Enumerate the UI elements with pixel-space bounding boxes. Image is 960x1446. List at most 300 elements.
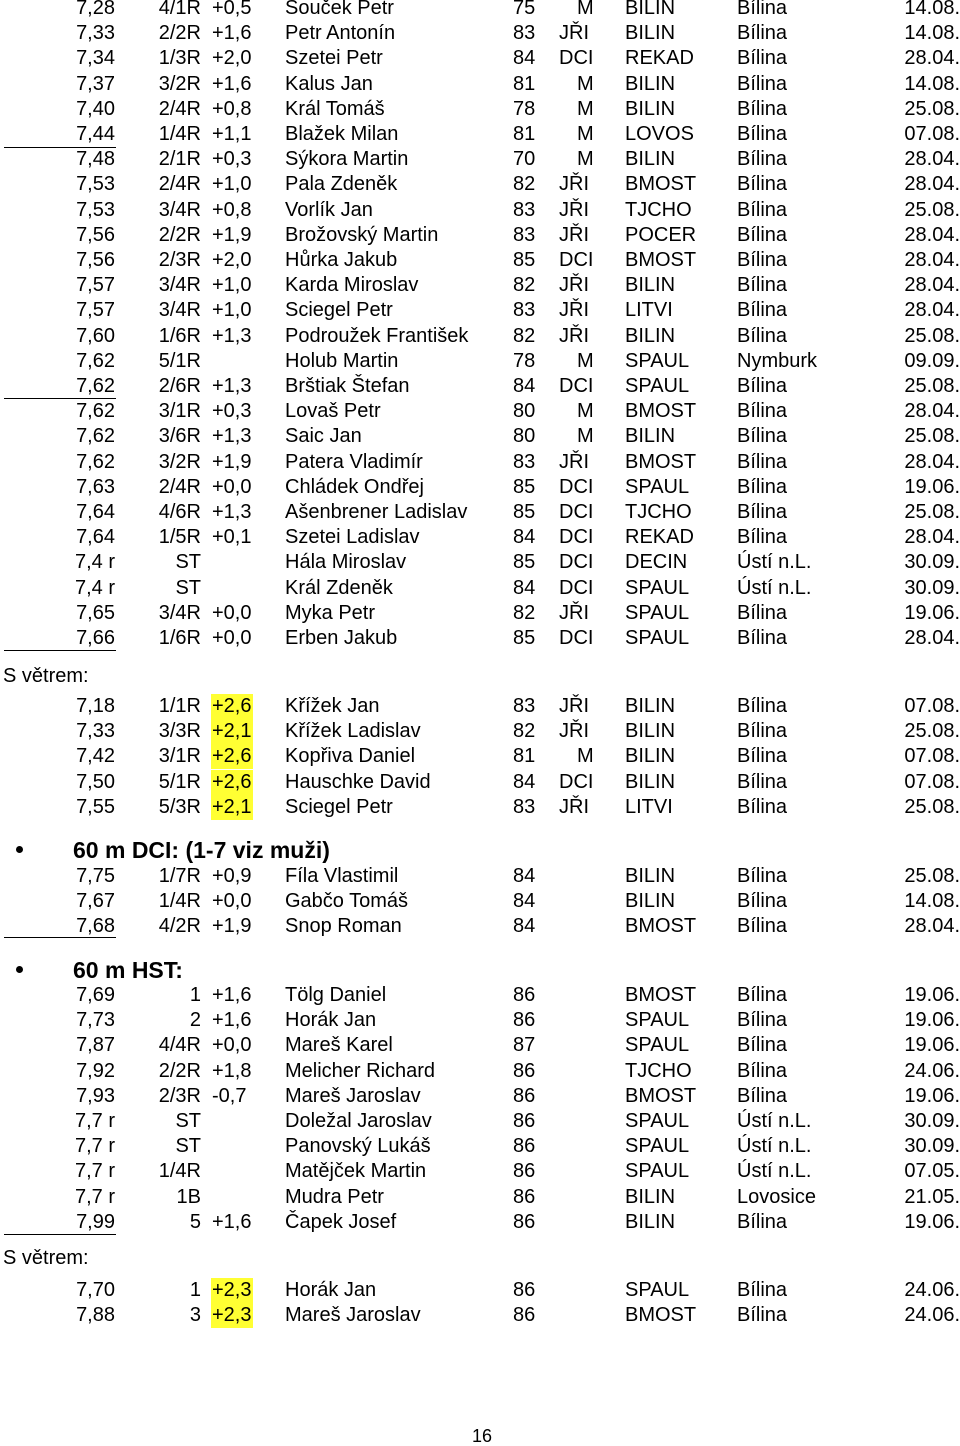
cell-wind: +0,3	[212, 148, 252, 171]
cell-name: Hůrka Jakub	[285, 249, 398, 271]
cell-heat: ST	[175, 551, 201, 574]
cell-time: 7,69	[76, 984, 115, 1006]
cell-year: 86	[513, 1304, 536, 1327]
section-heading-hst: 60 m HST:	[73, 957, 183, 983]
cell-name: Hála Miroslav	[285, 551, 407, 574]
cell-year: 84	[513, 865, 536, 887]
cell-club: SPAUL	[625, 1034, 690, 1057]
cell-name: Horák Jan	[285, 1279, 377, 1301]
cell-year: 83	[513, 695, 536, 717]
cell-wind: +2,6	[212, 745, 252, 768]
cell-year: 85	[513, 627, 536, 649]
cell-year: 82	[513, 274, 536, 297]
cell-club: BILIN	[625, 0, 676, 19]
cell-year: 70	[513, 148, 536, 171]
cell-wind: +0,0	[212, 627, 252, 649]
cell-wind: +1,3	[212, 501, 252, 523]
cell-club: SPAUL	[625, 375, 690, 397]
table-row	[0, 424, 960, 449]
cell-date: 14.08.	[904, 890, 960, 913]
cell-name: Petr Antonín	[285, 22, 396, 45]
cell-cat: DCI	[559, 770, 594, 793]
table-row	[0, 626, 960, 651]
cell-name: Brštiak Štefan	[285, 375, 410, 397]
cell-year: 83	[513, 223, 536, 246]
cell-heat: 2/3R	[158, 1084, 201, 1107]
table-row	[0, 248, 960, 273]
cell-year: 81	[513, 72, 536, 95]
cell-club: BILIN	[625, 770, 676, 793]
cell-heat: 1B	[176, 1185, 201, 1208]
cell-name: Patera Vladimír	[285, 450, 423, 473]
cell-year: 86	[513, 1059, 536, 1082]
cell-name: Křížek Ladislav	[285, 720, 421, 743]
bullet-icon	[16, 966, 23, 973]
page-number: 16	[471, 1426, 493, 1446]
cell-club: TJCHO	[625, 1059, 692, 1082]
cell-name: Čapek Josef	[285, 1210, 397, 1233]
cell-cat: JŘI	[559, 601, 589, 624]
cell-club: BILIN	[625, 695, 676, 717]
cell-name: Karda Miroslav	[285, 274, 419, 297]
cell-date: 19.06.	[904, 475, 960, 498]
cell-year: 80	[513, 425, 536, 448]
cell-name: Szetei Petr	[285, 47, 383, 70]
cell-date: 28.04.	[904, 173, 960, 196]
cell-cat: DCI	[559, 551, 594, 574]
cell-time: 7,7 r	[74, 1160, 115, 1183]
cell-date: 24.06.	[904, 1059, 960, 1082]
cell-name: Tölg Daniel	[285, 984, 387, 1006]
cell-date: 30.09.	[904, 576, 960, 599]
table-row	[0, 223, 960, 248]
table-row	[0, 198, 960, 223]
cell-cat: JŘI	[559, 720, 589, 743]
cell-heat: 5/1R	[158, 770, 201, 793]
cell-heat: ST	[175, 576, 201, 599]
cell-place: Bílina	[737, 1210, 788, 1233]
cell-name: Ašenbrener Ladislav	[285, 501, 468, 523]
table-row	[0, 1185, 960, 1210]
cell-club: LOVOS	[625, 123, 694, 145]
table-row	[0, 349, 960, 374]
cell-time: 7,7 r	[74, 1110, 115, 1132]
table-row	[0, 914, 960, 939]
cell-name: Blažek Milan	[285, 123, 399, 145]
cell-year: 86	[513, 1135, 536, 1158]
cell-name: Panovský Lukáš	[285, 1135, 431, 1158]
cell-name: Mareš Jaroslav	[285, 1304, 421, 1327]
table-row	[0, 1033, 960, 1058]
cell-wind: +1,6	[212, 72, 252, 95]
cell-time: 7,62	[76, 425, 115, 448]
cell-name: Brožovský Martin	[285, 223, 439, 246]
cell-time: 7,62	[76, 375, 115, 397]
cell-time: 7,28	[76, 0, 115, 19]
cell-time: 7,53	[76, 198, 115, 221]
cell-time: 7,70	[76, 1279, 115, 1301]
cell-heat: 1/6R	[158, 324, 201, 347]
cell-cat: JŘI	[559, 299, 589, 322]
table-row	[0, 72, 960, 97]
cell-date: 24.06.	[904, 1304, 960, 1327]
cell-year: 86	[513, 1185, 536, 1208]
cell-time: 7,44	[76, 123, 115, 145]
cell-heat: 2/4R	[158, 173, 201, 196]
cell-year: 83	[513, 22, 536, 45]
cell-place: Bílina	[737, 299, 788, 322]
table-row	[0, 374, 960, 399]
cell-place: Bílina	[737, 1304, 788, 1327]
cell-club: BILIN	[625, 274, 676, 297]
cell-cat: JŘI	[559, 324, 589, 347]
cell-cat: DCI	[559, 627, 594, 649]
cell-name: Souček Petr	[285, 0, 394, 19]
cell-date: 07.08.	[904, 695, 960, 717]
separator-line	[4, 398, 116, 399]
cell-name: Pala Zdeněk	[285, 173, 398, 196]
table-row	[0, 770, 960, 795]
table-row	[0, 1084, 960, 1109]
cell-club: SPAUL	[625, 601, 690, 624]
cell-place: Bílina	[737, 795, 788, 818]
cell-place: Ústí n.L.	[737, 551, 812, 574]
cell-date: 30.09.	[904, 551, 960, 574]
cell-place: Bílina	[737, 501, 788, 523]
cell-place: Bílina	[737, 400, 788, 423]
cell-year: 86	[513, 1110, 536, 1132]
cell-wind: +2,0	[212, 249, 252, 271]
cell-heat: 5	[189, 1210, 201, 1233]
cell-name: Sýkora Martin	[285, 148, 409, 171]
cell-time: 7,55	[76, 795, 115, 818]
cell-time: 7,62	[76, 400, 115, 423]
cell-heat: 2/2R	[158, 1059, 201, 1082]
cell-date: 28.04.	[904, 299, 960, 322]
cell-place: Bílina	[737, 601, 788, 624]
cell-place: Bílina	[737, 475, 788, 498]
cell-year: 84	[513, 770, 536, 793]
cell-time: 7,64	[76, 501, 115, 523]
cell-time: 7,33	[76, 720, 115, 743]
cell-heat: 4/2R	[158, 915, 201, 938]
table-row	[0, 298, 960, 323]
cell-cat: JŘI	[559, 274, 589, 297]
cell-club: BMOST	[625, 249, 697, 271]
cell-heat: 3/4R	[158, 299, 201, 322]
cell-date: 25.08.	[904, 198, 960, 221]
cell-cat: JŘI	[559, 795, 589, 818]
cell-place: Bílina	[737, 148, 788, 171]
cell-heat: ST	[175, 1135, 201, 1158]
cell-date: 28.04.	[904, 400, 960, 423]
cell-name: Kalus Jan	[285, 72, 373, 95]
cell-year: 83	[513, 299, 536, 322]
cell-club: SPAUL	[625, 1110, 690, 1132]
cell-club: BILIN	[625, 148, 676, 171]
cell-year: 85	[513, 501, 536, 523]
cell-time: 7,75	[76, 865, 115, 887]
cell-wind: +1,6	[212, 1210, 252, 1233]
cell-time: 7,62	[76, 450, 115, 473]
cell-place: Bílina	[737, 47, 788, 70]
cell-time: 7,7 r	[74, 1185, 115, 1208]
cell-heat: 3/1R	[158, 400, 201, 423]
cell-year: 84	[513, 375, 536, 397]
cell-club: TJCHO	[625, 501, 692, 523]
cell-name: Sciegel Petr	[285, 299, 393, 322]
cell-name: Lovaš Petr	[285, 400, 381, 423]
cell-club: REKAD	[625, 47, 694, 70]
cell-time: 7,88	[76, 1304, 115, 1327]
table-row	[0, 550, 960, 575]
cell-year: 82	[513, 720, 536, 743]
cell-place: Bílina	[737, 375, 788, 397]
cell-date: 24.06.	[904, 1279, 960, 1301]
cell-wind: +0,0	[212, 475, 252, 498]
cell-year: 82	[513, 324, 536, 347]
wind-label-section3: S větrem:	[3, 1247, 89, 1269]
cell-year: 86	[513, 1210, 536, 1233]
table-row	[0, 147, 960, 172]
cell-club: BMOST	[625, 984, 697, 1006]
cell-cat: M	[577, 148, 594, 171]
cell-place: Bílina	[737, 890, 788, 913]
cell-place: Bílina	[737, 425, 788, 448]
cell-place: Bílina	[737, 1059, 788, 1082]
cell-name: Myka Petr	[285, 601, 376, 624]
cell-date: 21.05.	[904, 1185, 960, 1208]
cell-place: Bílina	[737, 745, 788, 768]
cell-date: 19.06.	[904, 984, 960, 1006]
cell-time: 7,93	[76, 1084, 115, 1107]
table-row	[0, 97, 960, 122]
cell-time: 7,57	[76, 274, 115, 297]
cell-place: Bílina	[737, 865, 788, 887]
cell-heat: 4/6R	[158, 501, 201, 523]
cell-year: 83	[513, 198, 536, 221]
cell-date: 25.08.	[904, 501, 960, 523]
cell-date: 28.04.	[904, 249, 960, 271]
table-row	[0, 525, 960, 550]
cell-cat: M	[577, 123, 594, 145]
cell-heat: 2/4R	[158, 475, 201, 498]
table-row	[0, 399, 960, 424]
section-heading-dci: 60 m DCI: (1-7 viz muži)	[73, 837, 330, 863]
separator-line	[4, 147, 116, 148]
cell-name: Podroužek František	[285, 324, 469, 347]
cell-club: BILIN	[625, 745, 676, 768]
table-row	[0, 719, 960, 744]
cell-date: 25.08.	[904, 795, 960, 818]
cell-place: Bílina	[737, 22, 788, 45]
cell-date: 30.09.	[904, 1110, 960, 1132]
cell-wind: +2,3	[212, 1279, 252, 1301]
separator-line	[4, 650, 116, 651]
cell-wind: +1,9	[212, 915, 252, 938]
cell-time: 7,67	[76, 890, 115, 913]
cell-place: Lovosice	[737, 1185, 816, 1208]
cell-name: Snop Roman	[285, 915, 402, 938]
cell-wind: +2,3	[212, 1304, 252, 1327]
cell-name: Fíla Vlastimil	[285, 865, 399, 887]
cell-wind: +1,9	[212, 223, 252, 246]
table-row	[0, 1059, 960, 1084]
table-row	[0, 694, 960, 719]
table-row	[0, 46, 960, 71]
cell-place: Bílina	[737, 223, 788, 246]
cell-year: 75	[513, 0, 536, 19]
cell-heat: 2/4R	[158, 97, 201, 120]
cell-wind: +0,1	[212, 526, 252, 549]
cell-wind: +0,8	[212, 97, 252, 120]
cell-name: Mareš Jaroslav	[285, 1084, 421, 1107]
cell-time: 7,87	[76, 1034, 115, 1057]
cell-heat: 1/4R	[158, 123, 201, 145]
cell-cat: DCI	[559, 375, 594, 397]
table-row	[0, 889, 960, 914]
cell-club: BMOST	[625, 173, 697, 196]
cell-club: BILIN	[625, 1185, 676, 1208]
wind-label-section1: S větrem:	[3, 665, 89, 687]
cell-date: 25.08.	[904, 425, 960, 448]
table-row	[0, 324, 960, 349]
cell-name: Gabčo Tomáš	[285, 890, 409, 913]
cell-heat: ST	[175, 1110, 201, 1132]
table-row	[0, 1134, 960, 1159]
cell-club: SPAUL	[625, 1160, 690, 1183]
cell-wind: +1,0	[212, 299, 252, 322]
cell-name: Melicher Richard	[285, 1059, 436, 1082]
cell-name: Holub Martin	[285, 349, 399, 372]
cell-wind: +1,3	[212, 375, 252, 397]
cell-year: 82	[513, 173, 536, 196]
cell-club: LITVI	[625, 299, 673, 322]
cell-club: SPAUL	[625, 475, 690, 498]
cell-time: 7,34	[76, 47, 115, 70]
cell-cat: M	[577, 72, 594, 95]
cell-club: TJCHO	[625, 198, 692, 221]
cell-wind: +1,6	[212, 1009, 252, 1032]
cell-date: 14.08.	[904, 22, 960, 45]
cell-time: 7,92	[76, 1059, 115, 1082]
cell-year: 84	[513, 915, 536, 938]
cell-time: 7,57	[76, 299, 115, 322]
cell-date: 28.04.	[904, 274, 960, 297]
cell-date: 07.08.	[904, 745, 960, 768]
cell-year: 83	[513, 795, 536, 818]
cell-cat: DCI	[559, 249, 594, 271]
cell-place: Bílina	[737, 72, 788, 95]
cell-wind: +1,1	[212, 123, 252, 145]
cell-time: 7,64	[76, 526, 115, 549]
cell-wind: +1,3	[212, 324, 252, 347]
separator-line	[4, 937, 116, 938]
cell-time: 7,60	[76, 324, 115, 347]
cell-place: Bílina	[737, 1034, 788, 1057]
table-row	[0, 576, 960, 601]
cell-club: BMOST	[625, 915, 697, 938]
table-row	[0, 122, 960, 147]
cell-heat: 2/3R	[158, 249, 201, 271]
cell-club: SPAUL	[625, 1279, 690, 1301]
cell-club: BILIN	[625, 72, 676, 95]
cell-year: 83	[513, 450, 536, 473]
cell-wind: +1,6	[212, 22, 252, 45]
cell-time: 7,62	[76, 349, 115, 372]
cell-year: 86	[513, 1160, 536, 1183]
cell-place: Bílina	[737, 984, 788, 1006]
cell-heat: 4/4R	[158, 1034, 201, 1057]
table-row	[0, 864, 960, 889]
cell-year: 81	[513, 123, 536, 145]
cell-year: 84	[513, 526, 536, 549]
cell-wind: +2,6	[212, 695, 252, 717]
cell-cat: M	[577, 400, 594, 423]
table-row	[0, 1303, 960, 1328]
table-row	[0, 500, 960, 525]
table-row	[0, 450, 960, 475]
cell-heat: 2/2R	[158, 22, 201, 45]
cell-place: Nymburk	[737, 349, 818, 372]
cell-name: Saic Jan	[285, 425, 362, 448]
cell-time: 7,40	[76, 97, 115, 120]
cell-heat: 4/1R	[158, 0, 201, 19]
cell-heat: 5/3R	[158, 795, 201, 818]
cell-date: 09.09.	[904, 349, 960, 372]
cell-time: 7,42	[76, 745, 115, 768]
cell-date: 14.08.	[904, 72, 960, 95]
cell-place: Bílina	[737, 450, 788, 473]
cell-date: 25.08.	[904, 720, 960, 743]
cell-time: 7,4 r	[74, 576, 115, 599]
cell-wind: +1,8	[212, 1059, 252, 1082]
cell-wind: +0,8	[212, 198, 252, 221]
cell-name: Doležal Jaroslav	[285, 1110, 432, 1132]
cell-wind: +0,0	[212, 601, 252, 624]
cell-wind: +1,0	[212, 173, 252, 196]
cell-wind: +1,0	[212, 274, 252, 297]
cell-wind: +0,3	[212, 400, 252, 423]
table-row	[0, 601, 960, 626]
cell-time: 7,66	[76, 627, 115, 649]
cell-heat: 3/4R	[158, 601, 201, 624]
cell-date: 28.04.	[904, 526, 960, 549]
cell-cat: M	[577, 97, 594, 120]
table-row	[0, 983, 960, 1008]
cell-heat: 1/7R	[158, 865, 201, 887]
cell-club: BILIN	[625, 720, 676, 743]
table-row	[0, 273, 960, 298]
cell-year: 85	[513, 551, 536, 574]
cell-club: BMOST	[625, 450, 697, 473]
cell-heat: 5/1R	[158, 349, 201, 372]
cell-place: Bílina	[737, 1084, 788, 1107]
cell-time: 7,33	[76, 22, 115, 45]
cell-place: Bílina	[737, 97, 788, 120]
cell-name: Kopřiva Daniel	[285, 745, 416, 768]
cell-club: SPAUL	[625, 576, 690, 599]
cell-date: 19.06.	[904, 1210, 960, 1233]
cell-year: 85	[513, 249, 536, 271]
cell-time: 7,53	[76, 173, 115, 196]
cell-wind: +2,1	[212, 795, 252, 818]
bullet-icon	[16, 846, 23, 853]
cell-year: 86	[513, 984, 536, 1006]
cell-cat: JŘI	[559, 173, 589, 196]
cell-club: SPAUL	[625, 1009, 690, 1032]
cell-cat: JŘI	[559, 223, 589, 246]
